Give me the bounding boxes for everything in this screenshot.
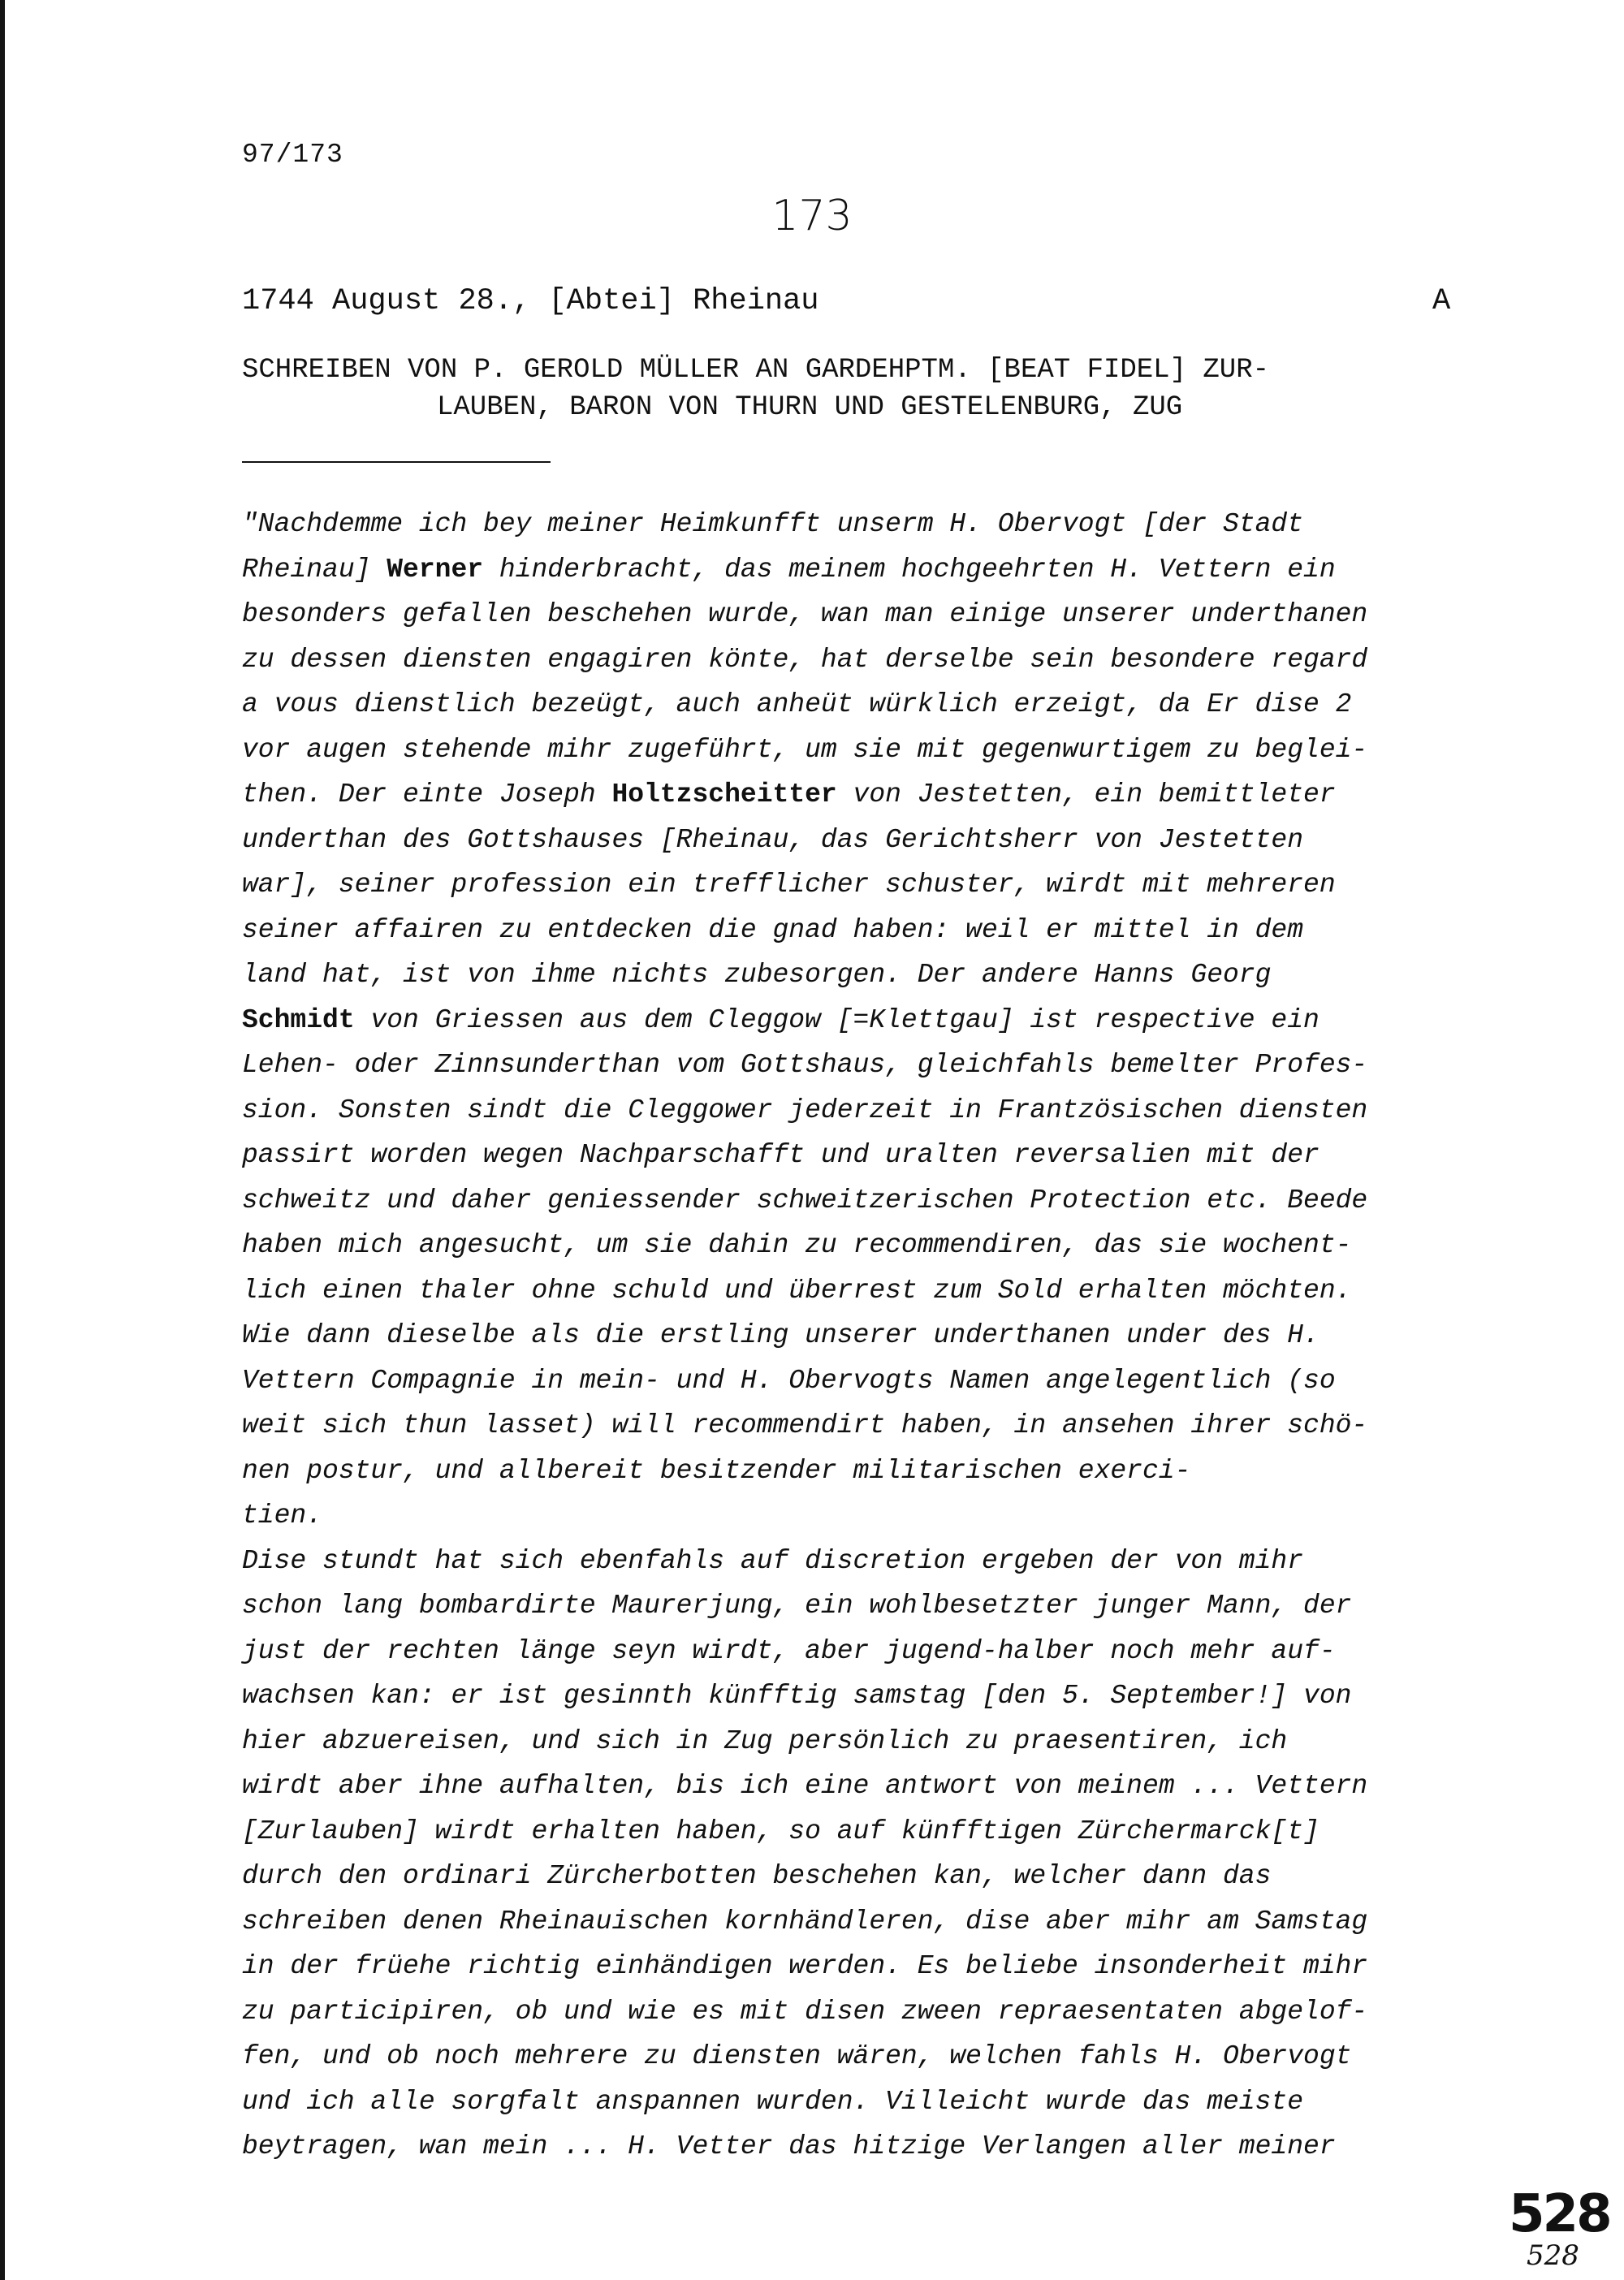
body-line: passirt worden wegen Nachparschafft und uralten reversalien mit der	[242, 1140, 1320, 1170]
page-number: 528	[1509, 2184, 1610, 2244]
body-line: Schmidt von Griessen aus dem Cleggow [=Klettgau] ist respective ein	[242, 1004, 1320, 1035]
body-line: just der rechten länge seyn wirdt, aber jugend-halber noch mehr auf-	[242, 1635, 1336, 1666]
body-line: durch den ordinari Zürcherbotten beschehen kan, welcher dann das	[242, 1861, 1272, 1891]
body-line: underthan des Gottshauses [Rheinau, das Gerichtsherr von Jestetten	[242, 824, 1304, 855]
body-line: schweitz und daher geniessender schweitzerischen Protection etc. Beede	[242, 1185, 1368, 1216]
bold-name: Werner	[387, 554, 484, 585]
body-line: wachsen kan: er ist gesinnth künfftig samstag [den 5. September!] von	[242, 1681, 1352, 1711]
body-line: wirdt aber ihne aufhalten, bis ich eine antwort von meinem ... Vettern	[242, 1771, 1368, 1801]
body-line: weit sich thun lasset) will recommendirt haben, in ansehen ihrer schö-	[242, 1410, 1368, 1440]
heading-line-1: SCHREIBEN VON P. GEROLD MÜLLER AN GARDEHPTM. [BEAT FIDEL] ZUR-	[242, 355, 1270, 386]
date-place-line: 1744 August 28., [Abtei] Rheinau	[242, 284, 819, 318]
body-line: beytragen, wan mein ... H. Vetter das hitzige Verlangen aller meiner	[242, 2131, 1336, 2161]
document-heading	[242, 352, 1460, 426]
body-line: lich einen thaler ohne schuld und überrest zum Sold erhalten möchten.	[242, 1275, 1352, 1306]
body-line: haben mich angesucht, um sie dahin zu recommendiren, das sie wochent-	[242, 1230, 1352, 1260]
body-line: Rheinau] Werner hinderbracht, das meinem hochgeehrten H. Vettern ein	[242, 554, 1336, 585]
body-line: [Zurlauben] wirdt erhalten haben, so auf künfftigen Zürchermarck[t]	[242, 1816, 1320, 1846]
document-number: 173	[771, 192, 853, 240]
bold-name: Schmidt	[242, 1004, 355, 1035]
body-line: nen postur, und allbereit besitzender militarischen exerci-	[242, 1455, 1191, 1486]
body-line: schon lang bombardirte Maurerjung, ein wohlbesetzter junger Mann, der	[242, 1591, 1352, 1621]
body-line: Lehen- oder Zinnsunderthan vom Gottshaus, gleichfahls bemelter Profes-	[242, 1050, 1368, 1080]
page-number-handwritten: 528	[1527, 2239, 1579, 2272]
body-line: vor augen stehende mihr zugeführt, um sie mit gegenwurtigem zu beglei-	[242, 734, 1368, 765]
body-line: Wie dann dieselbe als die erstling unserer underthanen under des H.	[242, 1320, 1320, 1350]
body-line: zu dessen diensten engagiren könte, hat derselbe sein besondere regard	[242, 644, 1368, 675]
heading-line-2: LAUBEN, BARON VON THURN UND GESTELENBURG, ZUG	[437, 392, 1183, 423]
body-line: schreiben denen Rheinauischen kornhändleren, dise aber mihr am Samstag	[242, 1906, 1368, 1937]
body-line: besonders gefallen beschehen wurde, wan man einige unserer underthanen	[242, 599, 1368, 629]
body-line: tien.	[242, 1501, 323, 1531]
heading-divider	[242, 461, 551, 463]
archive-reference: 97/173	[242, 140, 343, 170]
body-line: Dise stundt hat sich ebenfahls auf discretion ergeben der von mihr	[242, 1545, 1304, 1576]
body-line: land hat, ist von ihme nichts zubesorgen. Der andere Hanns Georg	[242, 960, 1272, 990]
body-line: a vous dienstlich bezeügt, auch anheüt würklich erzeigt, da Er dise 2	[242, 689, 1352, 719]
body-line: "Nachdemme ich bey meiner Heimkunfft unserm H. Obervogt [der Stadt	[242, 509, 1304, 539]
body-line: und ich alle sorgfalt anspannen wurden. Villeicht wurde das meiste	[242, 2086, 1304, 2117]
letter-code: A	[1432, 284, 1451, 318]
body-line: then. Der einte Joseph Holtzscheitter von Jestetten, ein bemittleter	[242, 779, 1336, 810]
body-line: Vettern Compagnie in mein- und H. Obervogts Namen angelegentlich (so	[242, 1365, 1336, 1396]
body-line: seiner affairen zu entdecken die gnad haben: weil er mittel in dem	[242, 914, 1304, 945]
body-line: war], seiner profession ein trefflicher schuster, wirdt mit mehreren	[242, 870, 1336, 900]
body-line: zu participiren, ob und wie es mit disen zween repraesentaten abgelof-	[242, 1996, 1368, 2027]
letter-body	[242, 502, 1460, 2170]
body-line: sion. Sonsten sindt die Cleggower jederzeit in Frantzösischen diensten	[242, 1095, 1368, 1125]
bold-name: Holtzscheitter	[611, 779, 837, 810]
body-line: in der früehe richtig einhändigen werden. Es beliebe insonderheit mihr	[242, 1951, 1368, 1981]
body-line: hier abzuereisen, und sich in Zug persönlich zu praesentiren, ich	[242, 1725, 1288, 1756]
body-line: fen, und ob noch mehrere zu diensten wären, welchen fahls H. Obervogt	[242, 2041, 1352, 2071]
